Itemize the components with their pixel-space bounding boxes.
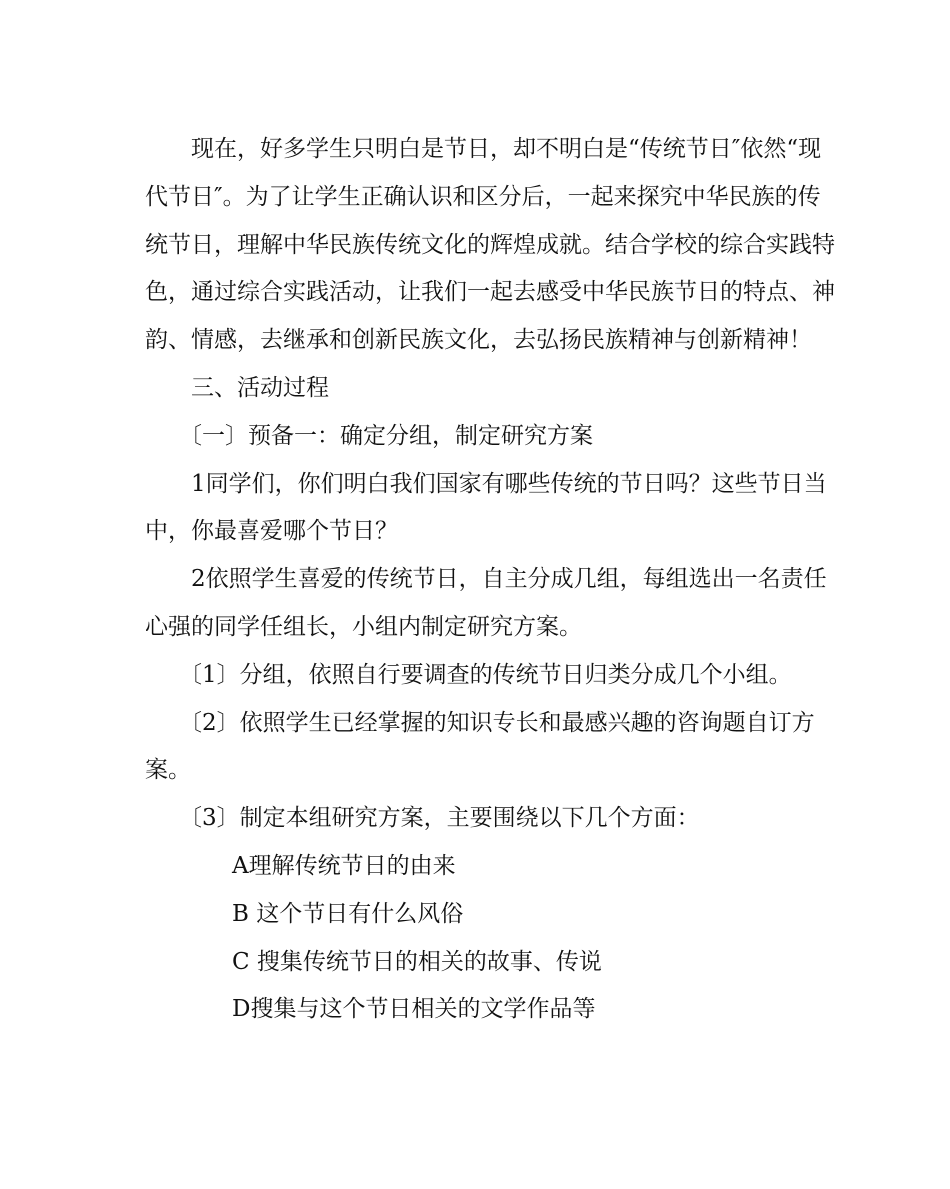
text-line: 韵、情感，去继承和创新民族文化，去弘扬民族精神与创新精神！: [145, 327, 812, 354]
list-item: [145, 700, 815, 796]
section-heading: 三、活动过程: [191, 374, 329, 401]
text-line: 统节日，理解中华民族传统文化的辉煌成就。结合学校的综合实践特: [145, 231, 835, 258]
paragraph-step-1: [145, 461, 827, 557]
text-line: 2依照学生喜爱的传统节日，自主分成几组，每组选出一名责任: [191, 566, 827, 593]
paragraph-intro: [145, 126, 835, 365]
sub-list-item-d: D搜集与这个节日相关的文学作品等: [232, 996, 596, 1023]
text-line: 心强的同学任组长，小组内制定研究方案。: [145, 613, 582, 640]
sub-list-item-c: C 搜集传统节日的相关的故事、传说: [232, 948, 602, 975]
list-item: 〔1〕分组，依照自行要调查的传统节日归类分成几个小组。: [179, 661, 792, 688]
list-item: 〔3〕制定本组研究方案，主要围绕以下几个方面：: [179, 805, 700, 832]
text-line: 中，你最喜爱哪个节日？: [145, 518, 398, 545]
text-line: 〔2〕依照学生已经掌握的知识专长和最感兴趣的咨询题自订方: [179, 709, 815, 736]
text-line: 色，通过综合实践活动，让我们一起去感受中华民族节日的特点、神: [145, 279, 835, 306]
sub-list-item-a: A理解传统节日的由来: [232, 852, 456, 879]
text-line: 现在，好多学生只明白是节日，却不明白是“传统节日″依然“现: [191, 136, 822, 162]
subsection-heading: 〔一〕预备一：确定分组，制定研究方案: [179, 422, 593, 449]
text-line: 案。: [145, 757, 191, 784]
document-page: [145, 126, 835, 1034]
paragraph-step-2: [145, 556, 827, 652]
sub-list-item-b: B 这个节日有什么风俗: [232, 900, 464, 927]
text-line: 1同学们，你们明白我们国家有哪些传统的节日吗？这些节日当: [191, 470, 827, 497]
text-line: 代节日″。为了让学生正确认识和区分后，一起来探究中华民族的传: [145, 183, 821, 210]
